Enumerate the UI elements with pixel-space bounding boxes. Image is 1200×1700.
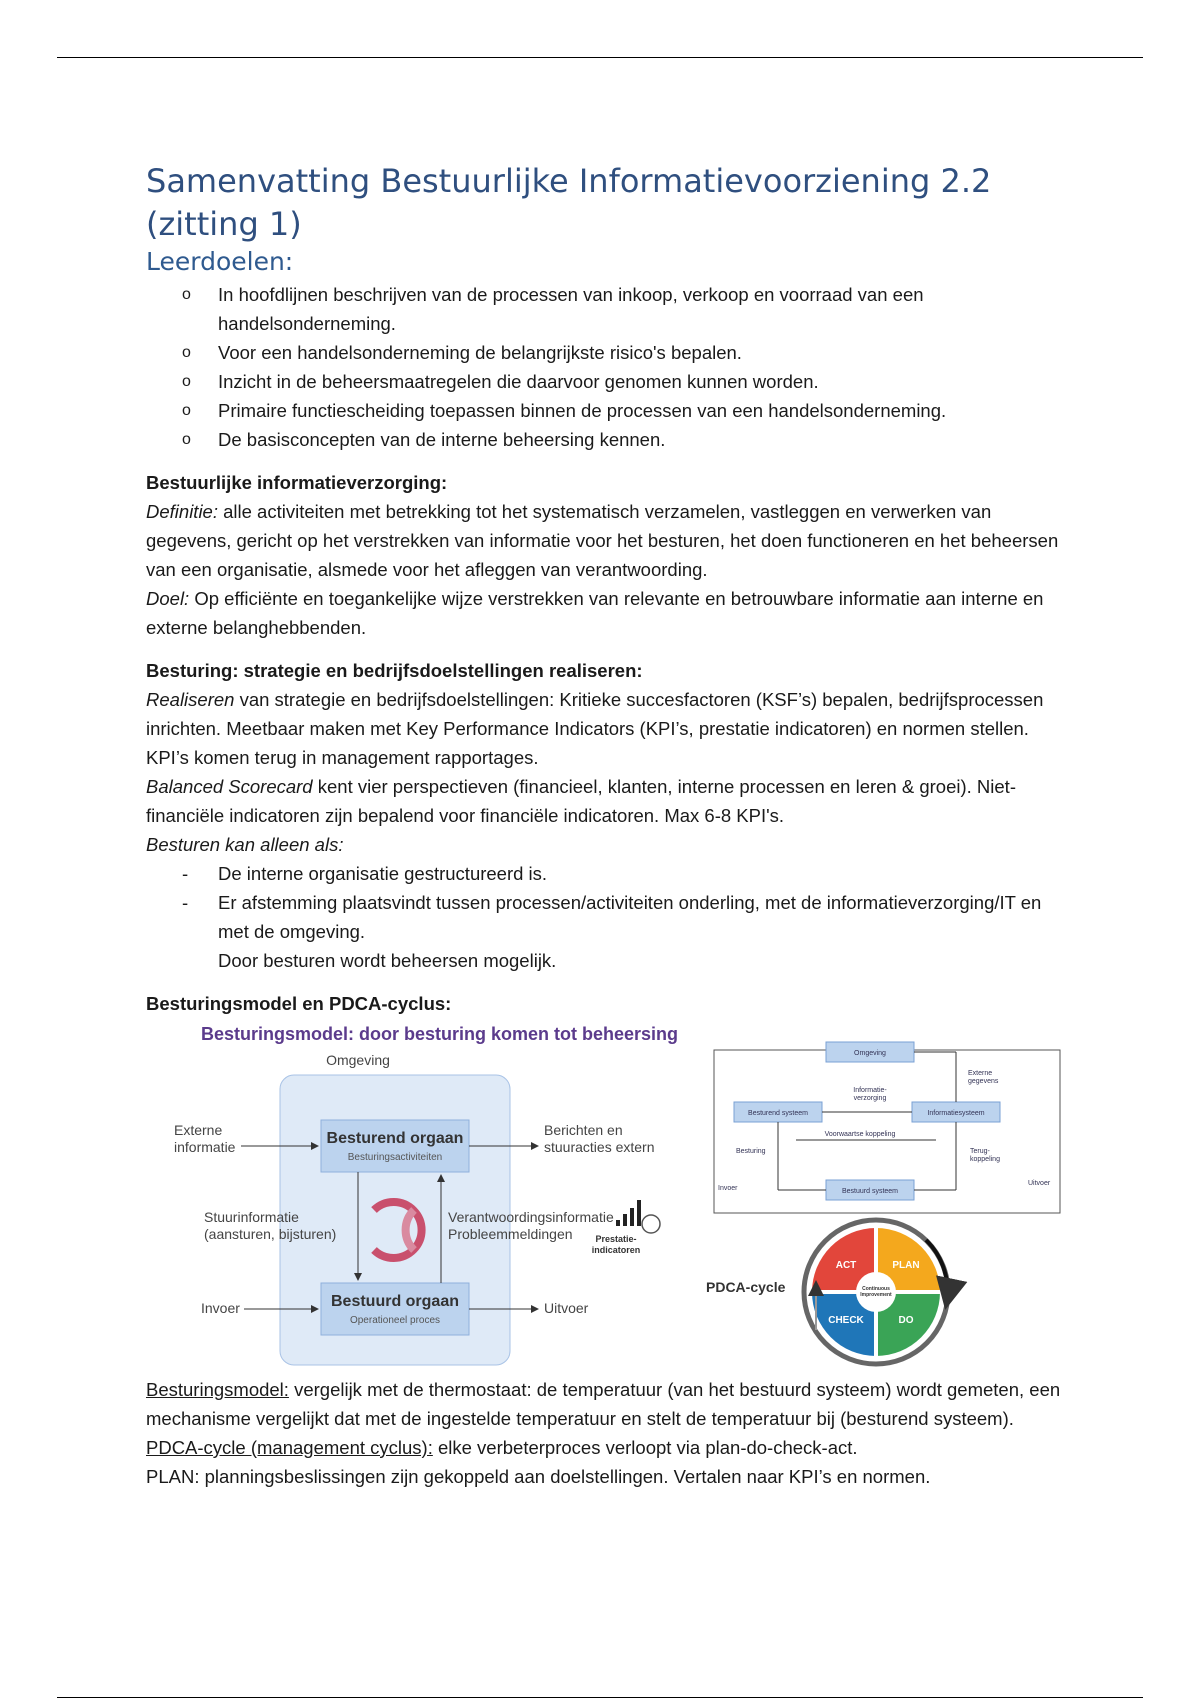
system-diagram <box>714 1042 1060 1213</box>
definition-text: alle activiteiten met betrekking tot het systematisch verzamelen, vastleggen en verwerken van gegevens, gericht op het verstrekken van informatie voor het besturen, het doen functioneren en het beheersen van een organisatie, alsmede voor het afleggen van verantwoording. <box>146 501 1059 580</box>
sys-besturend-label: Besturend systeem <box>748 1110 808 1117</box>
definition-label: Definitie: <box>146 501 218 522</box>
check-label: CHECK <box>828 1315 864 1326</box>
bar-chart-icon <box>616 1200 660 1233</box>
besturend-orgaan-sub: Besturingsactiviteiten <box>347 1152 443 1163</box>
pdca-cycle-label: PDCA-cycle <box>706 1279 786 1295</box>
pdca-center-label: Continuous Improvement <box>860 1286 892 1298</box>
biv-definition <box>146 497 1066 584</box>
besturing-bsc <box>146 772 1066 830</box>
list-item: - De interne organisatie gestructureerd is. <box>218 859 1066 888</box>
realiseren-label: Realiseren <box>146 689 235 710</box>
omgeving-label: Omgeving <box>326 1052 390 1068</box>
doel-text: Op efficiënte en toegankelijke wijze verstrekken van relevante en betrouwbare informatie aan interne en externe belanghebbenden. <box>146 588 1044 638</box>
sys-omgeving-label: Omgeving <box>854 1050 886 1057</box>
besturing-realiseren <box>146 685 1066 772</box>
figure-svg <box>146 1020 1066 1375</box>
besturingsmodel-label: Besturingsmodel: <box>146 1379 289 1400</box>
document-page <box>146 160 1066 1491</box>
list-item-continuation: Door besturen wordt beheersen mogelijk. <box>218 950 557 971</box>
sys-extern-label: Externe gegevens <box>968 1070 999 1085</box>
list-item: o De basisconcepten van de interne beheersing kennen. <box>218 425 1066 454</box>
figure-heading: Besturingsmodel: door besturing komen tot beheersing <box>201 1024 679 1044</box>
biv-doel <box>146 584 1066 642</box>
besturing-list <box>146 859 1066 975</box>
bsc-label: Balanced Scorecard <box>146 776 313 797</box>
pdca-cycle-text <box>146 1433 1066 1462</box>
externe-informatie-label: Externe informatie <box>174 1122 236 1155</box>
pdca-wheel <box>804 1220 948 1364</box>
sys-voorwaarts-label: Voorwaartse koppeling <box>824 1131 896 1138</box>
do-label: DO <box>898 1315 914 1326</box>
pdca-cycle-text-body: elke verbeterproces verloopt via plan-do-check-act. <box>432 1437 858 1458</box>
header-rule <box>57 57 1143 58</box>
list-item: - Er afstemming plaatsvindt tussen processen/activiteiten onderling, met de informatieverzorging/IT en met de omgeving. <box>218 888 1066 946</box>
list-item: o Primaire functiescheiding toepassen binnen de processen van een handelsonderneming. <box>218 396 1066 425</box>
realiseren-text: van strategie en bedrijfsdoelstellingen: Kritieke succesfactoren (KSF’s) bepalen, bedrijfsprocessen inrichten. Meetbaar maken met Key Performance Indicators (KPI’s, prestatie indicatoren) en normen stellen. KPI’s komen terug in management rapportages. <box>146 689 1044 768</box>
sys-besturing-label: Besturing <box>736 1148 766 1155</box>
sys-infoverz-label: Informatie-verzorging <box>853 1087 887 1102</box>
footer-rule <box>57 1697 1143 1698</box>
berichten-label: Berichten en stuuracties extern <box>544 1122 655 1155</box>
pdca-heading: Besturingsmodel en PDCA-cyclus: <box>146 993 452 1014</box>
sys-uitvoer-label: Uitvoer <box>1028 1180 1051 1187</box>
invoer-label: Invoer <box>201 1300 240 1316</box>
besturingsmodel-body: vergelijk met de thermostaat: de temperatuur (van het bestuurd systeem) wordt gemeten, een mechanisme vergelijkt dat met de ingestelde temperatuur en stelt de temperatuur bij (besturend systeem). <box>146 1379 1061 1429</box>
sys-terug-label: Terug-koppeling <box>970 1148 1000 1163</box>
sys-info-label: Informatiesysteem <box>927 1110 985 1117</box>
alleen-als-label: Besturen kan alleen als: <box>146 834 344 855</box>
besturen-alleen-als <box>146 830 1066 859</box>
bestuurd-orgaan-label: Bestuurd orgaan <box>330 1293 460 1310</box>
plan-label: PLAN <box>892 1260 920 1271</box>
doel-label: Doel: <box>146 588 190 609</box>
act-label: ACT <box>835 1260 857 1271</box>
besturend-orgaan-label: Besturend orgaan <box>326 1130 464 1147</box>
besturingsmodel-text <box>146 1375 1066 1433</box>
besturing-heading: Besturing: strategie en bedrijfsdoelstellingen realiseren: <box>146 660 643 681</box>
sys-invoer-label: Invoer <box>718 1185 738 1192</box>
bestuurd-orgaan-sub: Operationeel proces <box>349 1315 441 1326</box>
verantwoording-label: Verantwoordingsinformatie Probleemmeldingen <box>448 1209 614 1242</box>
prestatie-label: Prestatie-indicatoren <box>591 1234 641 1255</box>
sys-bestuurd-label: Bestuurd systeem <box>841 1188 899 1195</box>
biv-heading: Bestuurlijke informatieverzorging: <box>146 472 448 493</box>
list-item: o Inzicht in de beheersmaatregelen die daarvoor genomen kunnen worden. <box>218 367 1066 396</box>
list-item: o Voor een handelsonderneming de belangrijkste risico's bepalen. <box>218 338 1066 367</box>
besturingsmodel-figure <box>146 1020 1066 1375</box>
stuurinformatie-label: Stuurinformatie (aansturen, bijsturen) <box>204 1209 337 1242</box>
pdca-cycle-text-label: PDCA-cycle (management cyclus): <box>146 1437 433 1458</box>
uitvoer-label: Uitvoer <box>544 1300 589 1316</box>
page-title: Samenvatting Bestuurlijke Informatievoorziening 2.2 (zitting 1) <box>146 162 992 243</box>
leerdoelen-list <box>146 280 1066 454</box>
list-item: o In hoofdlijnen beschrijven van de processen van inkoop, verkoop en voorraad van een handelsonderneming. <box>218 280 1066 338</box>
leerdoelen-heading: Leerdoelen: <box>146 247 294 276</box>
bsc-text: kent vier perspectieven (financieel, klanten, interne processen en leren & groei). Niet-financiële indicatoren zijn bepalend voor financiële indicatoren. Max 6-8 KPI's. <box>146 776 1016 826</box>
plan-line: PLAN: planningsbeslissingen zijn gekoppeld aan doelstellingen. Vertalen naar KPI’s en normen. <box>146 1466 931 1487</box>
